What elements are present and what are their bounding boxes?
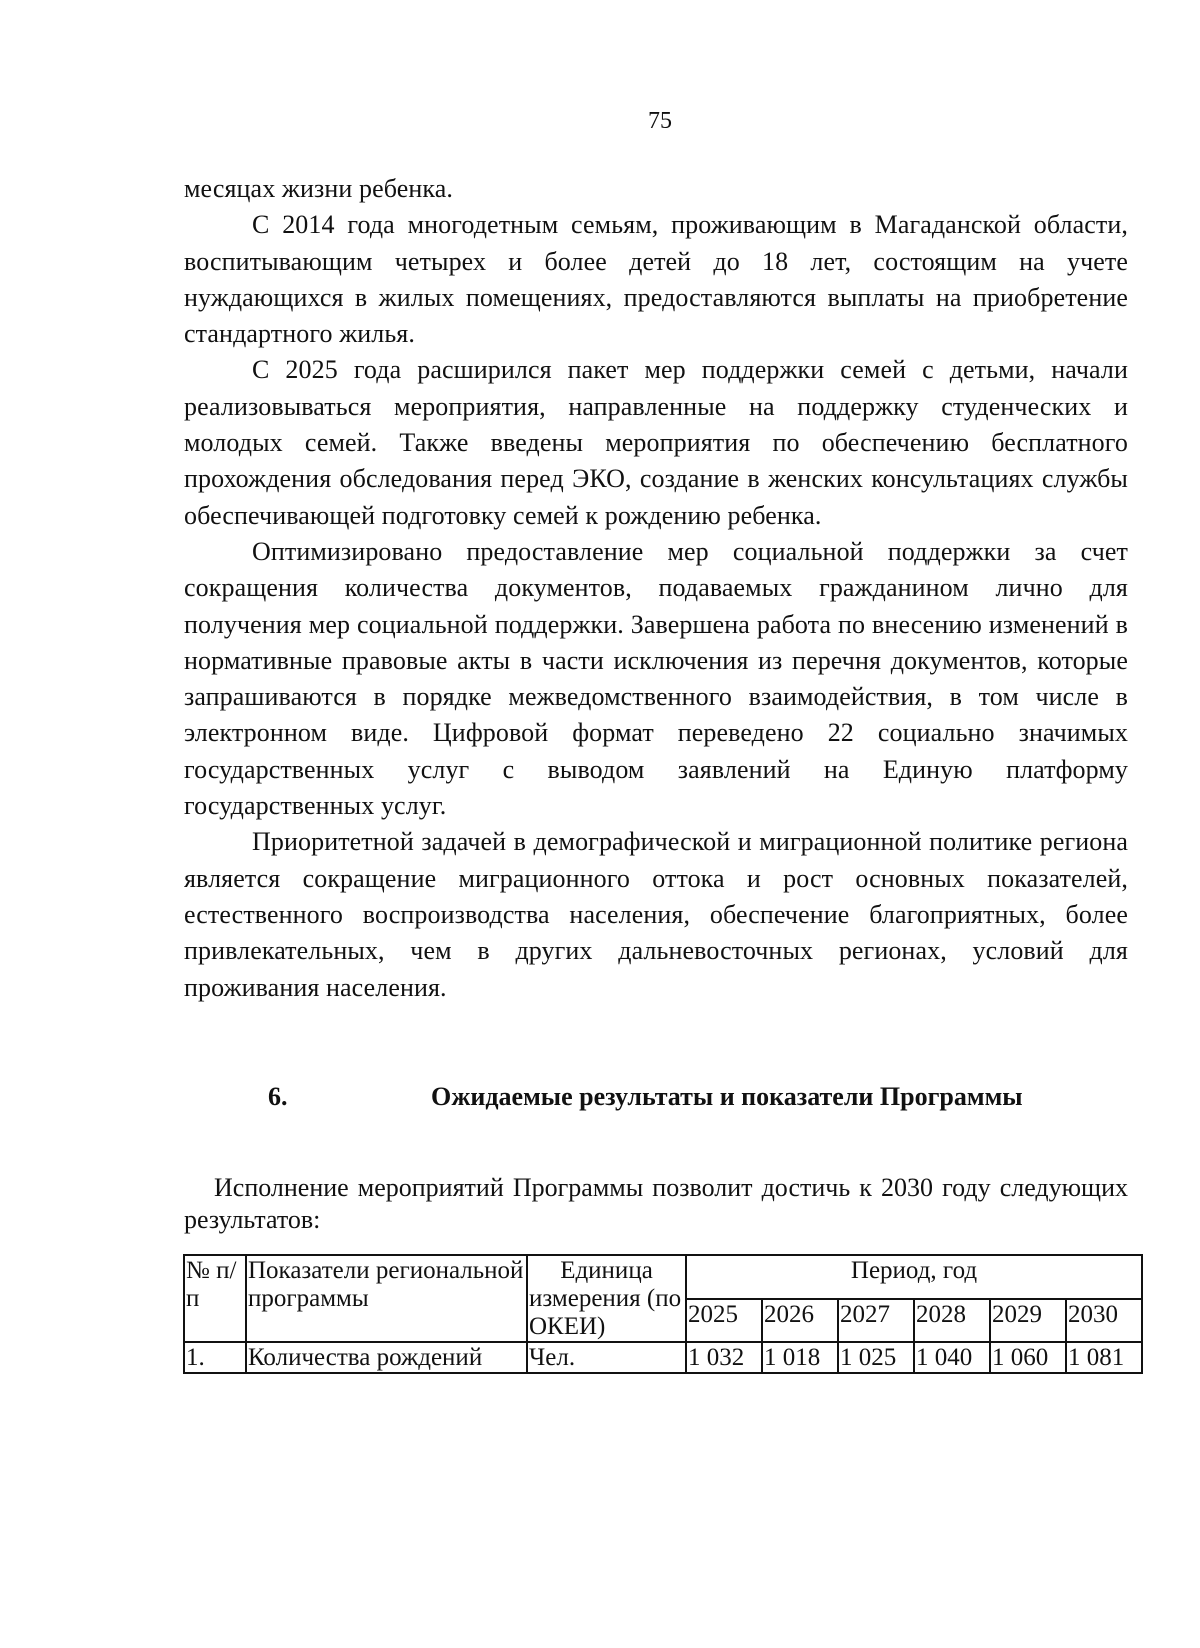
header-year-2028: 2028 [914, 1299, 990, 1343]
row-value-2028: 1 040 [914, 1342, 990, 1373]
paragraph-2: С 2014 года многодетным семьям, проживающим в Магаданской области, воспитывающим четырех и более детей до 18 лет, состоящим на учете нуждающихся в жилых помещениях, предоставляются выплаты на приобретение стандартного жилья. [184, 210, 1128, 349]
header-year-2030: 2030 [1066, 1299, 1142, 1343]
row-unit: Чел. [527, 1342, 686, 1373]
header-year-2025: 2025 [686, 1299, 762, 1343]
row-indicator: Количества рождений [246, 1342, 527, 1373]
section-title: Ожидаемые результаты и показатели Программы [431, 1082, 1023, 1111]
paragraph-1: месяцах жизни ребенка. [184, 174, 453, 203]
row-value-2025: 1 032 [686, 1342, 762, 1373]
header-year-2026: 2026 [762, 1299, 838, 1343]
page-number: 75 [648, 108, 672, 134]
header-unit-line2: измерения (по ОКЕИ) [529, 1285, 682, 1340]
results-table [183, 1254, 1143, 1374]
header-num: № п/п [184, 1255, 246, 1342]
row-value-2027: 1 025 [838, 1342, 914, 1373]
header-unit [527, 1255, 686, 1342]
header-year-2029: 2029 [990, 1299, 1066, 1343]
header-year-2027: 2027 [838, 1299, 914, 1343]
row-value-2029: 1 060 [990, 1342, 1066, 1373]
intro-text: Исполнение мероприятий Программы позволит достичь к 2030 году следующих результатов: [184, 1173, 1128, 1234]
paragraph-3: С 2025 года расширился пакет мер поддержки семей с детьми, начали реализовываться мероприятия, направленные на поддержку студенческих и молодых семей. Также введены мероприятия по обеспечению бесплатного прохождения обследования перед ЭКО, создание в женских консультациях службы обеспечивающей подготовку семей к рождению ребенка. [184, 355, 1128, 530]
table-header-row [184, 1255, 1142, 1299]
paragraph-5: Приоритетной задачей в демографической и миграционной политике региона является сокращение миграционного оттока и рост основных показателей, естественного воспроизводства населения, обеспечение благоприятных, более привлекательных, чем в других дальневосточных регионах, условий для проживания населения. [184, 827, 1128, 1002]
body-text [184, 171, 1128, 1006]
paragraph-4: Оптимизировано предоставление мер социальной поддержки за счет сокращения количества документов, подаваемых гражданином лично для получения мер социальной поддержки. Завершена работа по внесению изменений в нормативные правовые акты в части исключения из перечня документов, которые запрашиваются в порядке межведомственного взаимодействия, в том числе в электронном виде. Цифровой формат переведено 22 социально значимых государственных услуг с выводом заявлений на Единую платформу государственных услуг. [184, 536, 1128, 821]
table-row [184, 1342, 1142, 1373]
row-value-2030: 1 081 [1066, 1342, 1142, 1373]
row-value-2026: 1 018 [762, 1342, 838, 1373]
header-unit-line1: Единица [560, 1257, 653, 1284]
row-num: 1. [184, 1342, 246, 1373]
header-period: Период, год [686, 1255, 1142, 1299]
header-indicator: Показатели региональной программы [246, 1255, 527, 1342]
section-number: 6. [268, 1082, 288, 1111]
